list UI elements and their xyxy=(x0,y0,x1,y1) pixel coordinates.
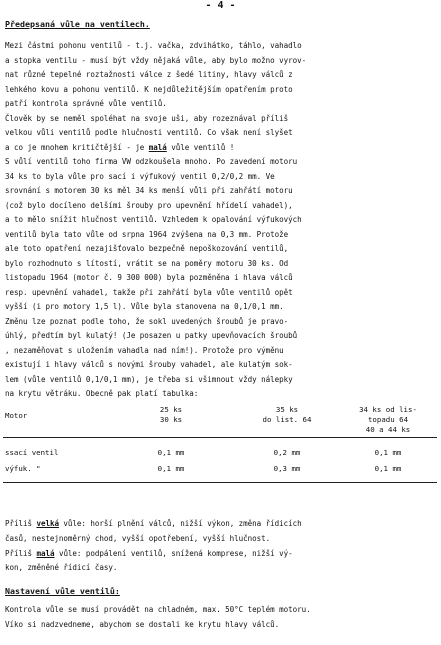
text-line: na krytu větráku. Obecně pak platí tabulka: xyxy=(5,389,199,398)
table-cell: 0,1 mm xyxy=(374,464,402,473)
table-divider xyxy=(3,437,437,438)
text-line: bylo rozhodnuto s lítostí, vrátit se na poměry motoru 30 ks. Od xyxy=(5,258,289,268)
text-line: ventilů byla tato vůle od srpna 1964 zvýšena na 0,3 mm. Protože xyxy=(5,229,289,239)
text-line: velkou vůli ventilů podle hlučnosti ventilů. Co však není slyšet xyxy=(5,128,293,137)
text-line: Změnu lze poznat podle toho, že sokl uvedených šroubů je pravo- xyxy=(5,316,289,326)
text-line: nat různé tepelné roztažnosti válce z šedé litiny, hlavy válců z xyxy=(5,70,293,79)
section-heading-valve-clearance: Předepsaná vůle na ventilech. xyxy=(5,19,150,29)
text-line: srovnání s motorem 30 ks měl 34 ks menší vůli při zahřátí motoru xyxy=(5,186,293,195)
text-line: S vůlí ventilů toho firma VW odzkoušela mnoho. Po zavedení motoru xyxy=(5,157,298,166)
text-line: 34 ks to byla vůle pro sací i výfukový ventil 0,2/0,2 mm. Ve xyxy=(5,171,275,181)
table-col-header: 35 ks do list. 64 xyxy=(262,405,312,424)
text-line: a to mělo snížit hlučnost ventilů. Vzhledem k opalování výfukových xyxy=(5,215,302,224)
emphasis-word: malá xyxy=(148,142,167,152)
table-cell: 0,1 mm xyxy=(157,464,185,473)
table-row-label: výfuk. " xyxy=(5,464,41,473)
text-line: a co je mnohem kritičtější - je malá vůle ventilů ! xyxy=(5,142,235,152)
text-line: resp. upevnění vahadel, takže při zahřátí byla vůle ventilů opět xyxy=(5,287,293,297)
text-line: a stopka ventilu - musí být vždy nějaká vůle, aby bylo možno vyrov- xyxy=(5,55,307,65)
table-row-label: ssací ventil xyxy=(5,448,59,457)
table-cell: 0,2 mm xyxy=(273,448,301,457)
text-line: , nezaměňovat s uložením vahadla nad ním!). Protože pro výměnu xyxy=(5,345,284,355)
text-line: listopadu 1964 (motor č. 9 300 000) byla pozměněna i hlava válců xyxy=(5,273,293,282)
note-too-large-clearance: Příliš velká vůle: horší plnění válců, nižší výkon, změna řídicích xyxy=(5,519,302,528)
section-heading-adjustment: Nastavení vůle ventilů: xyxy=(5,586,120,596)
note-too-small-clearance: Příliš malá vůle: podpálení ventilů, snížená komprese, nižší vý- xyxy=(5,549,293,558)
note-too-small-clearance-cont: kon, změněné řídicí časy. xyxy=(5,563,118,572)
table-cell: 0,1 mm xyxy=(157,448,185,457)
text-line: lem (vůle ventilů 0,1/0,1 mm), je třeba si všimnout vždy nálepky xyxy=(5,374,293,384)
text-line: Mezi částmi pohonu ventilů - t.j. vačka, zdvihátko, táhlo, vahadlo xyxy=(5,41,302,50)
text-line: (což bylo docíleno delšími šrouby pro upevnění hřídelí vahadel), xyxy=(5,200,293,210)
text-line: úhlý, předtím byl kulatý! (Je posazen u patky upevňovacích šroubů xyxy=(5,331,298,340)
text-line: existují i hlavy válců s novými šrouby vahadel, ale kulatým sok- xyxy=(5,360,293,369)
page-number: - 4 - xyxy=(205,0,236,11)
text-line: Kontrola vůle se musí provádět na chladném, max. 50°C teplém motoru. xyxy=(5,605,311,614)
text-line: ale toto opatření nezajišťovalo bezpečně nepoškozování ventilů, xyxy=(5,244,289,253)
text-line: vyšší (i pro motory 1,5 l). Vůle byla stanovena na 0,1/0,1 mm. xyxy=(5,302,284,311)
table-cell: 0,1 mm xyxy=(374,448,402,457)
table-header-motor: Motor xyxy=(5,411,28,420)
note-too-large-clearance-cont: časů, nestejnoměrný chod, vyšší opotřebení, vyšší hlučnost. xyxy=(5,534,271,543)
text-line: patří kontrola správné vůle ventilů. xyxy=(5,99,167,108)
table-col-header: 34 ks od lis- topadu 64 40 a 44 ks xyxy=(359,405,417,434)
table-cell: 0,3 mm xyxy=(273,464,301,473)
text-line: Víko si nadzvedneme, abychom se dostali ke krytu hlavy válců. xyxy=(5,620,280,629)
text-line: Člověk by se neměl spoléhat na svoje uši, aby rozeznával příliš xyxy=(5,113,289,123)
table-divider xyxy=(3,482,437,483)
table-col-header: 25 ks 30 ks xyxy=(159,405,183,424)
text-line: lehkého kovu a pohonu ventilů. K nejdůležitějším opatřením proto xyxy=(5,84,293,94)
